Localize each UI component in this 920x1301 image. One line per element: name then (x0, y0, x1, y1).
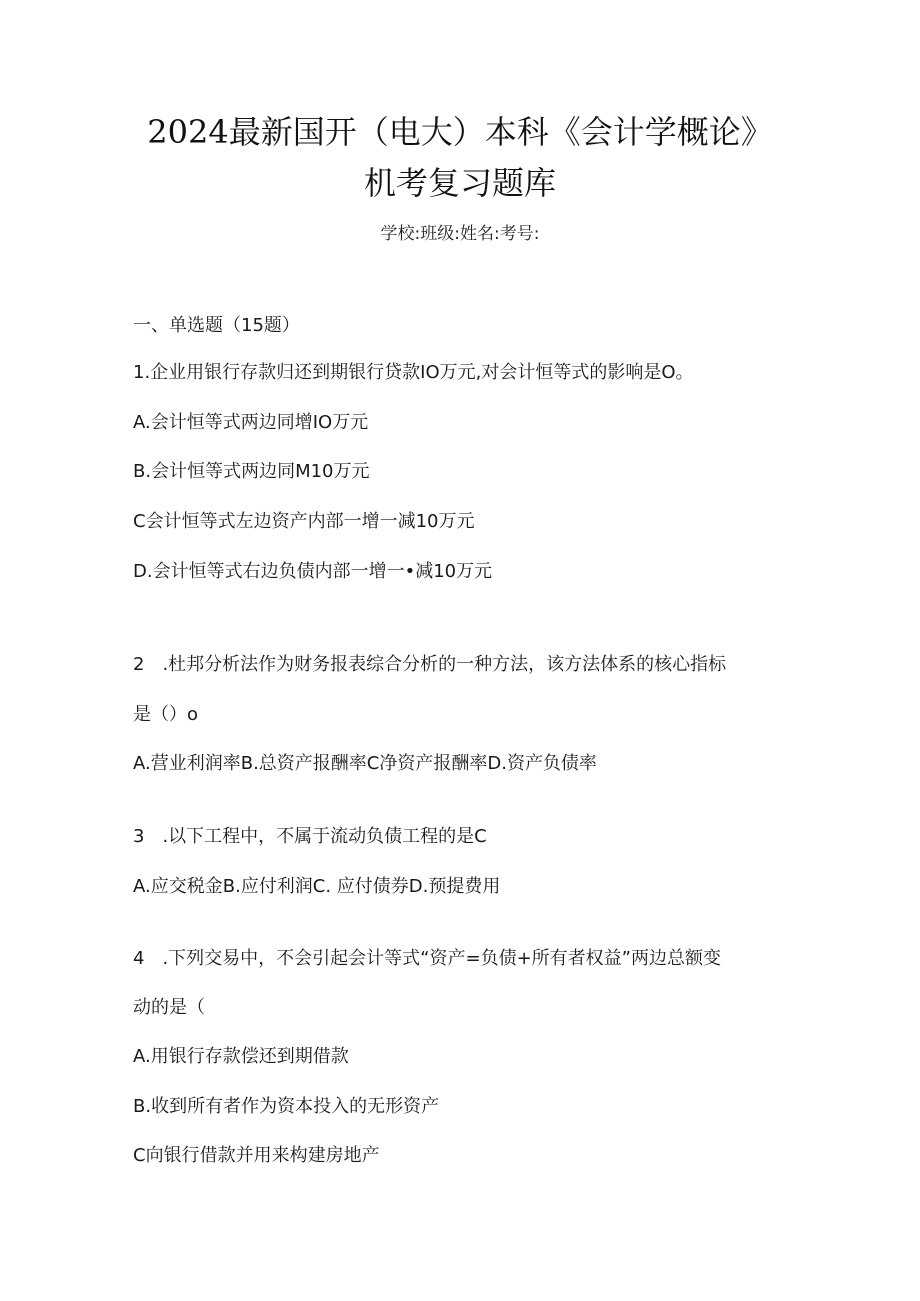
question-4-option-a: A.用银行存款偿还到期借款 (133, 1046, 349, 1067)
question-2-stem-line1: 2 .杜邦分析法作为财务报表综合分析的一种方法，该方法体系的核心指标 (133, 654, 727, 675)
question-2-options: A.营业利润率B.总资产报酬率C净资产报酬率D.资产负债率 (133, 753, 597, 774)
question-1-stem: 1.企业用银行存款归还到期银行贷款IO万元,对会计恒等式的影响是O。 (133, 362, 694, 383)
question-3-stem: 3 .以下工程中，不属于流动负债工程的是C (133, 826, 487, 847)
question-4-option-b: B.收到所有者作为资本投入的无形资产 (133, 1096, 440, 1117)
question-4-stem-line1: 4 .下列交易中，不会引起会计等式“资产=负债+所有者权益”两边总额变 (133, 948, 721, 969)
question-1-option-b: B.会计恒等式两边同M10万元 (133, 461, 370, 482)
question-1-option-a: A.会计恒等式两边同增IO万元 (133, 412, 369, 433)
question-4-option-c: C向银行借款并用来构建房地产 (133, 1145, 380, 1166)
section-heading: 一、单选题（15题） (133, 315, 300, 336)
document-title-line2: 机考复习题库 (363, 164, 556, 202)
question-1-option-c: C会计恒等式左边资产内部一增一减10万元 (133, 511, 475, 532)
question-2-stem-line2: 是（）o (133, 704, 199, 725)
student-info-line: 学校:班级:姓名:考号: (380, 224, 540, 244)
question-1-option-d: D.会计恒等式右边负债内部一增一•减10万元 (133, 561, 493, 582)
question-4-stem-line2: 动的是（ (133, 997, 205, 1018)
question-3-options: A.应交税金B.应付利润C. 应付债券D.预提费用 (133, 876, 501, 897)
document-title-line1: 2024最新国开（电大）本科《会计学概论》 (147, 113, 773, 151)
